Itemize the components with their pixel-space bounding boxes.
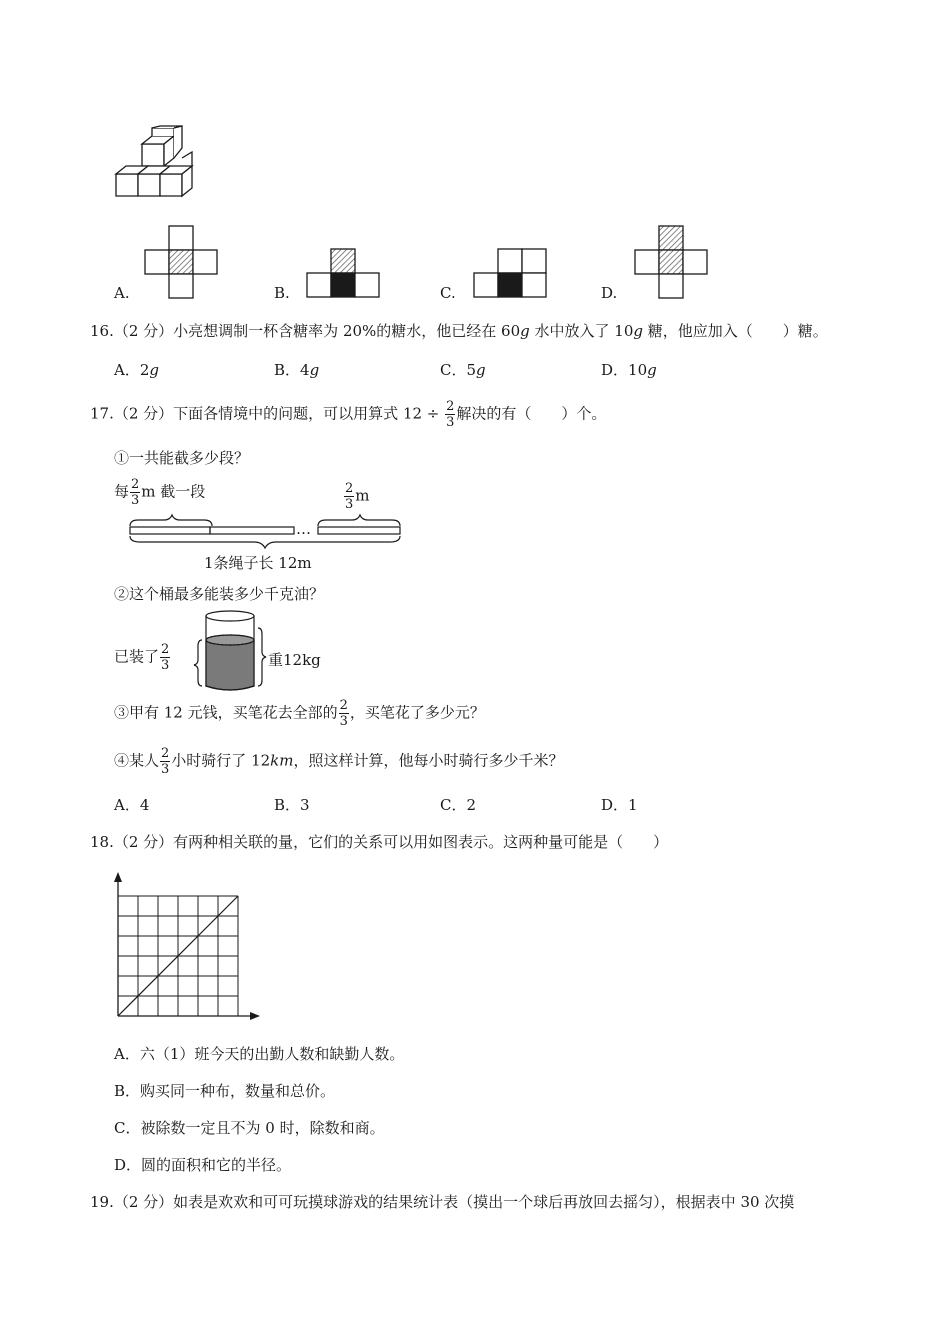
q18-text: 有两种相关联的量，它们的关系可以用如图表示。这两种量可能是（ ） [173,833,669,851]
q16-option-c-letter: C． [440,361,467,379]
q17-option-a-value: 4 [139,796,150,814]
q16-option-a-value: 2 [139,361,150,379]
q17-option-d-letter: D． [601,796,629,814]
q15-option-d-view [635,226,707,298]
bucket-frac-num: 2 [161,642,170,657]
q16-option-d-letter: D． [601,361,629,379]
s4-frac [160,747,170,776]
rope-right-frac-num: 2 [345,481,354,496]
rope-left-post: m 截一段 [141,482,206,501]
rope-right-frac-den: 3 [345,497,354,512]
s3-pre: ③甲有 12 元钱，买笔花去全部的 [114,703,338,722]
q18-option-d-letter: D． [114,1156,142,1174]
bucket-right-label: 重12kg [268,651,321,669]
q16-option-b[interactable] [274,359,319,380]
q17-option-d-value: 1 [628,796,638,814]
q16-text-pre: 小亮想调制一杯含糖率为 20%的糖水，他已经在 60 [173,322,521,340]
s4-frac-num: 2 [161,746,170,761]
bucket-left-text: 已装了 [114,647,160,666]
bucket-frac [160,643,170,672]
rope-left-frac-num: 2 [131,477,140,492]
q15-option-c-view [474,249,546,297]
q19-text: 如表是欢欢和可可玩摸球游戏的结果统计表（摸出一个球后再放回去摇匀），根据表中 30 次摸 [173,1193,795,1211]
s3-frac-num: 2 [339,698,348,713]
q18-number: 18. [90,833,114,851]
q17-scenario-1: ①一共能截多少段？ [114,449,250,467]
bucket-left-label [114,643,171,672]
q17-frac-den: 3 [446,415,455,430]
q17-option-c-value: 2 [466,796,477,814]
q18-score: （2 分） [113,833,174,851]
cube-stack-figure [112,126,207,198]
q17-option-b-value: 3 [300,796,310,814]
q15-option-a-label: A. [114,284,130,302]
q16-option-a-unit: g [149,361,159,379]
q16-number: 16. [90,322,114,340]
q18-grid-graph [108,870,264,1022]
q19-score: （2 分） [113,1193,174,1211]
q17-score: （2 分） [113,404,174,423]
s3-frac-den: 3 [339,714,348,729]
q16-unit-g1: g [520,322,530,340]
q17-fraction [445,400,455,429]
q17-frac-num: 2 [446,399,455,414]
rope-dots: … [296,520,311,538]
q16-option-d-unit: g [647,361,657,379]
q16-option-b-letter: B． [274,361,301,379]
q18-option-c-text: 被除数一定且不为 0 时，除数和商。 [140,1119,385,1137]
rope-right-label [343,482,370,511]
q18-option-b-text: 购买同一种布，数量和总价。 [140,1082,336,1100]
q18-option-d-text: 圆的面积和它的半径。 [141,1156,292,1174]
q16-option-a[interactable] [114,359,159,380]
q18-option-b-letter: B． [114,1082,141,1100]
q17-scenario-2: ②这个桶最多能装多少千克油？ [114,585,325,603]
bucket-frac-den: 3 [161,658,170,673]
q16-option-b-unit: g [309,361,320,379]
q17-option-a-letter: A． [114,796,140,814]
rope-left-label [114,478,205,507]
q17-option-d[interactable] [601,794,638,815]
q15-option-b-label: B. [274,284,290,302]
q15-option-b-view [307,249,379,297]
rope-left-pre: 每 [114,482,130,501]
rope-left-frac [130,478,140,507]
rope-right-unit: m [355,486,370,505]
q17-text-pre: 下面各情境中的问题，可以用算式 12 ÷ [173,404,445,423]
q16-option-d-value: 10 [628,361,648,379]
s3-frac [339,699,349,728]
s4-post: ，照这样计算，他每小时骑行多少千米？ [293,751,564,770]
q16-score: （2 分） [113,322,174,340]
q17-stem [90,400,606,429]
q16-unit-g2: g [633,322,643,340]
q19-stem [90,1191,794,1212]
q18-option-c-letter: C． [114,1119,141,1137]
s3-post: ，买笔花了多少元？ [349,703,485,722]
q19-number: 19. [90,1193,114,1211]
q18-option-a[interactable] [114,1043,404,1064]
q16-option-d[interactable] [601,359,657,380]
q18-option-a-text: 六（1）班今天的出勤人数和缺勤人数。 [139,1045,405,1063]
q17-text-post: 解决的有（ ）个。 [456,404,607,423]
q18-option-c[interactable] [114,1117,385,1138]
q17-scenario-3 [114,699,485,728]
q16-text-mid1: 水中放入了 10 [529,322,634,340]
s4-pre: ④某人 [114,751,160,770]
q15-option-d-label: D. [601,284,618,302]
q15-option-c-label: C. [440,284,456,302]
s4-unit: km [270,751,294,770]
s4-mid: 小时骑行了 12 [171,751,271,770]
bucket-diagram [196,610,264,690]
q15-option-a-view [145,226,217,298]
q16-option-c-unit: g [476,361,486,379]
q16-stem [90,320,828,341]
q16-option-c[interactable] [440,359,486,380]
q17-option-a[interactable] [114,794,149,815]
q17-option-c[interactable] [440,794,476,815]
rope-total-label: 1条绳子长 12m [204,554,312,572]
q17-option-b[interactable] [274,794,310,815]
q17-scenario-4 [114,747,564,776]
q17-option-c-letter: C． [440,796,467,814]
q16-option-a-letter: A． [114,361,140,379]
s4-frac-den: 3 [161,762,170,777]
rope-right-frac [344,482,354,511]
rope-diagram [126,514,404,550]
q17-option-b-letter: B． [274,796,301,814]
q18-option-d[interactable] [114,1154,291,1175]
q16-option-b-value: 4 [300,361,310,379]
q17-number: 17. [90,404,114,423]
q18-option-a-letter: A． [114,1045,140,1063]
q18-option-b[interactable] [114,1080,335,1101]
q16-option-c-value: 5 [466,361,477,379]
rope-left-frac-den: 3 [131,493,140,508]
q18-stem [90,831,668,852]
q16-text-mid2: 糖，他应加入（ ）糖。 [642,322,828,340]
